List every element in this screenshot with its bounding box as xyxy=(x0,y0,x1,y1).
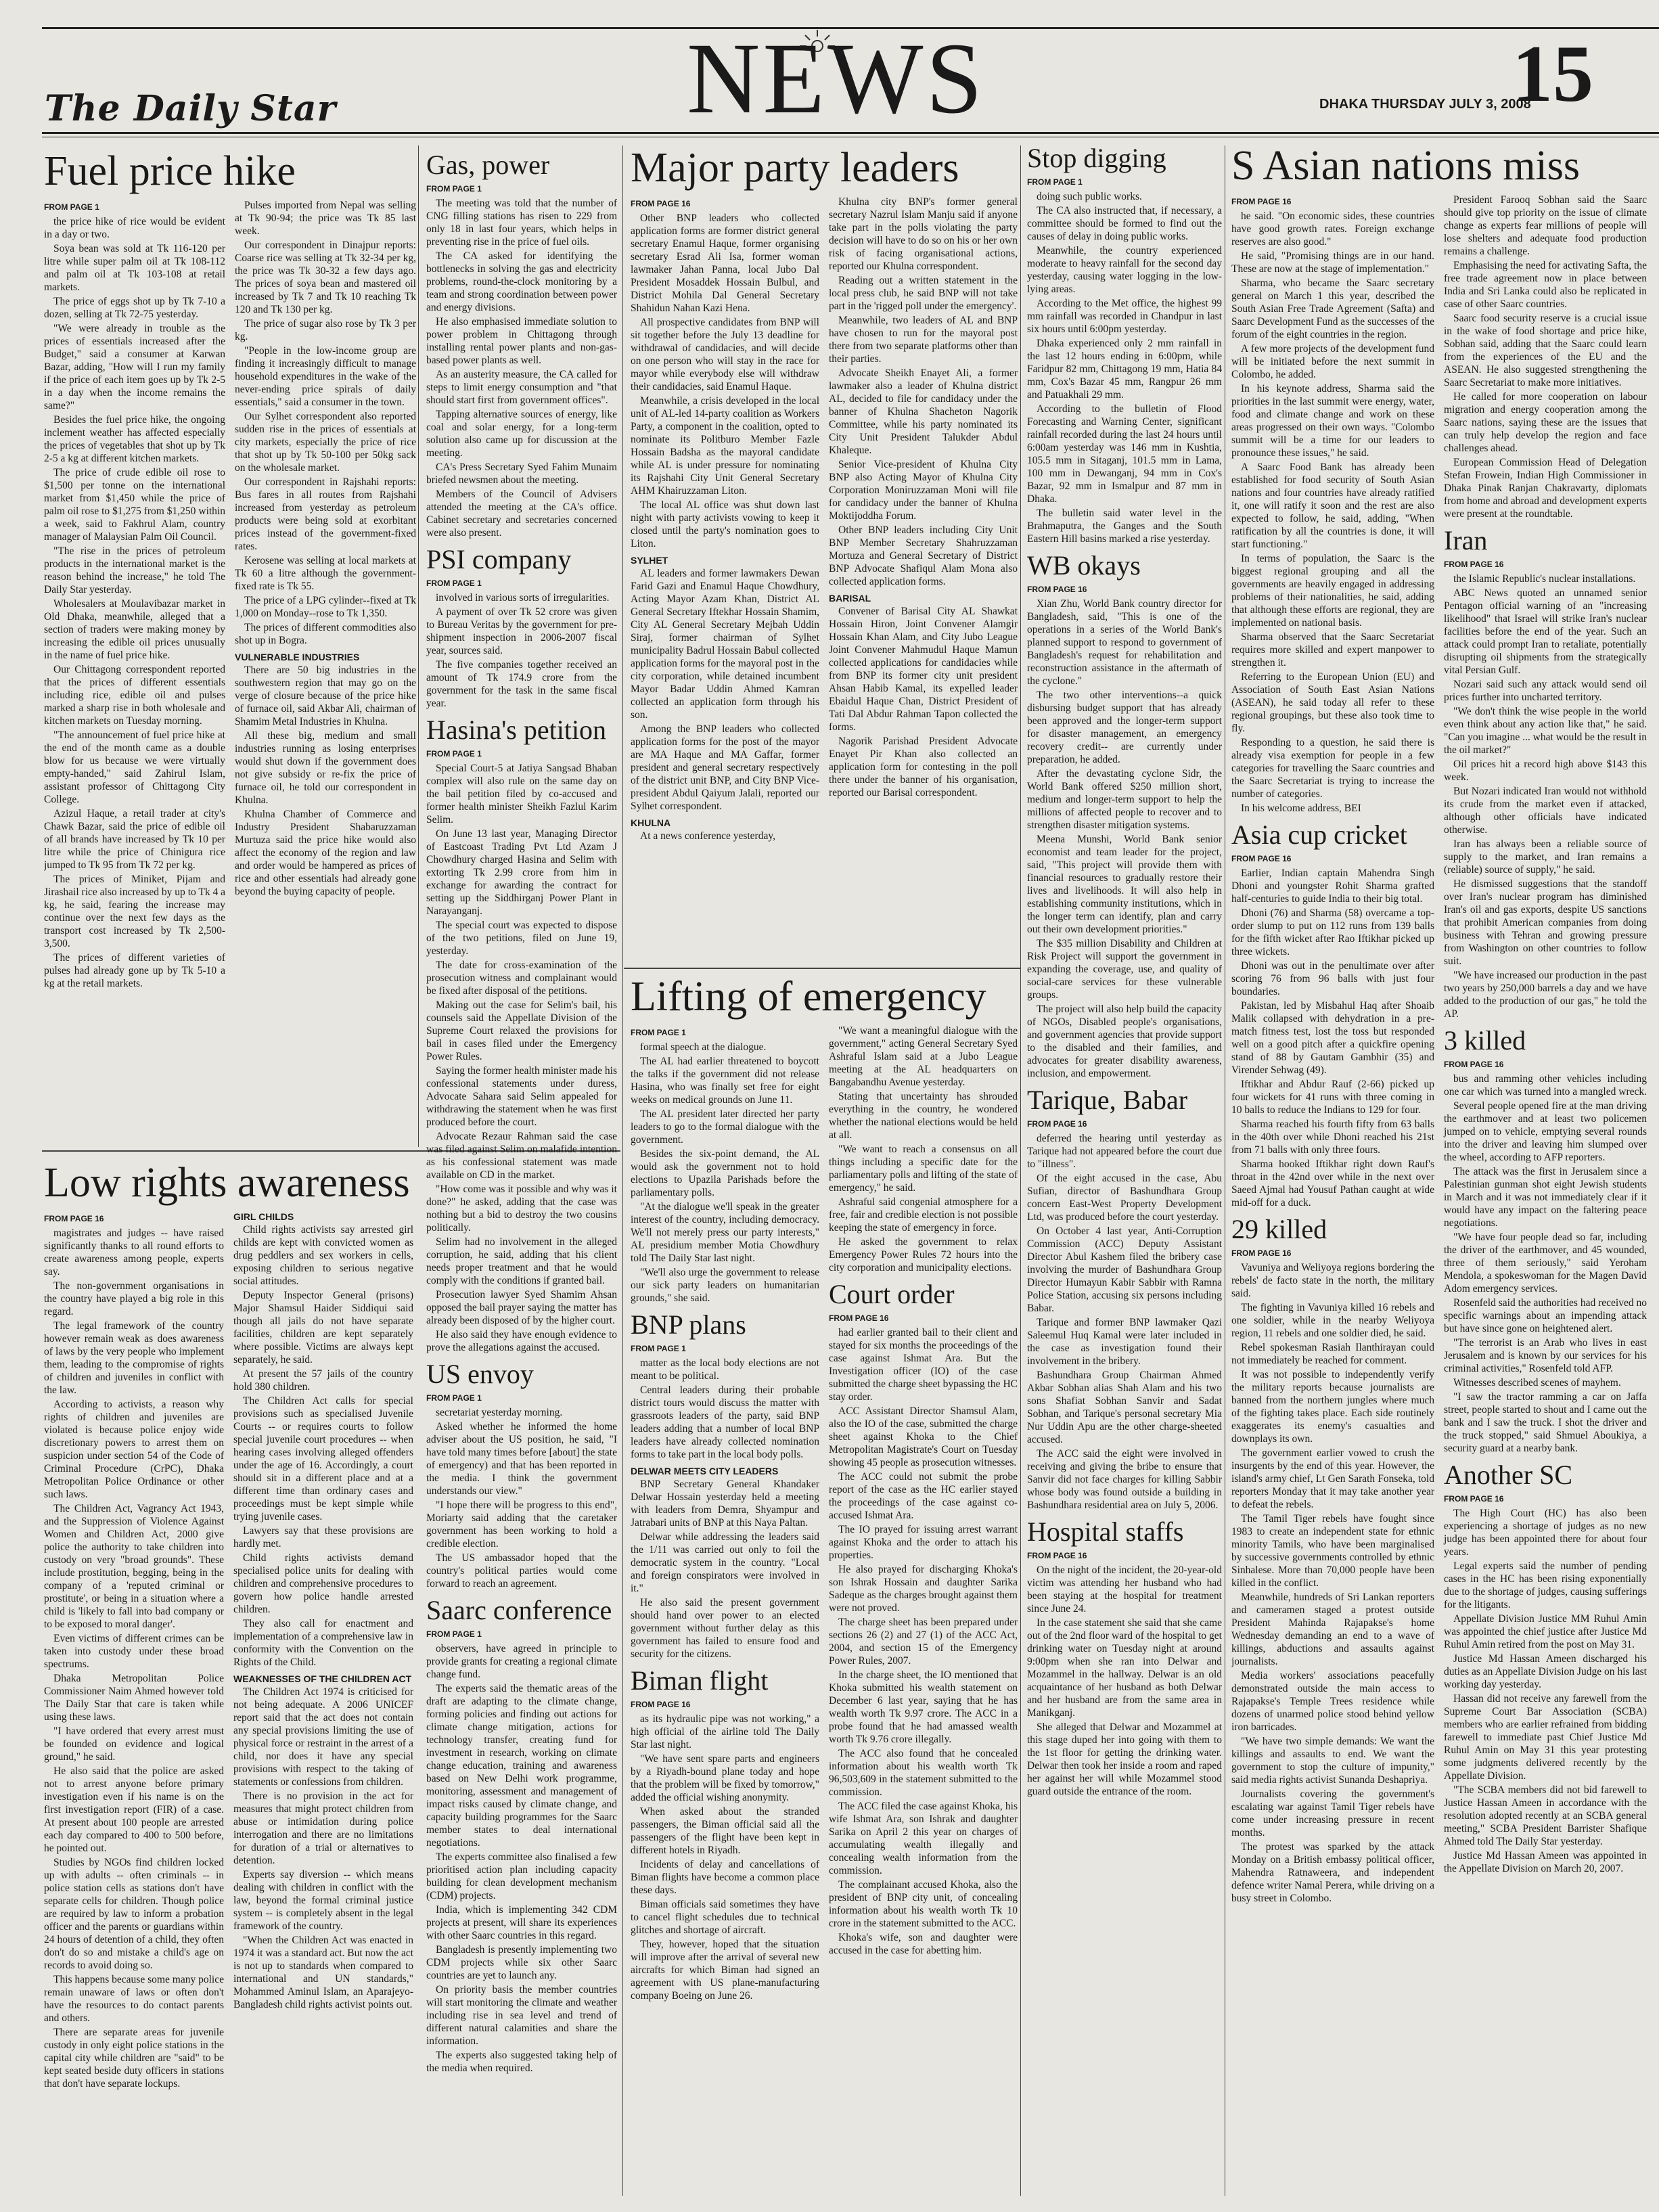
kicker: FROM PAGE 16 xyxy=(1231,854,1292,863)
paragraph: Special Court-5 at Jatiya Sangsad Bhaban complex will also rule on the same day on the bail petition filed by co-accused and former health minister Sheikh Fazlul Karim Selim. xyxy=(426,763,617,826)
paragraph: observers, have agreed in principle to provide grants for creating a regional climate change fund. xyxy=(426,1643,617,1680)
article-column xyxy=(44,199,225,991)
paragraph: the Islamic Republic's nuclear installations. xyxy=(1453,573,1636,585)
paragraph: Central leaders during their probable district tours would discuss the matter with grassroots leaders of the party, said BNP leaders adding that a number of local BNP leaders have already collected nomination forms to take part in the local body polls. xyxy=(631,1384,819,1460)
paragraph: The CA asked for identifying the bottlenecks in solving the gas and electricity problems, round-the-clock monitoring by a team and strong coordination between power and energy divisions. xyxy=(426,250,617,313)
paragraph: Nozari said such any attack would send oil prices further into uncharted territory. xyxy=(1444,679,1647,703)
paragraph: formal speech at the dialogue. xyxy=(640,1041,767,1053)
headline: Fuel price hike xyxy=(44,149,296,194)
paragraph: As an austerity measure, the CA called for steps to limit energy consumption and "that should start first from government offices". xyxy=(426,369,617,406)
paragraph: The Tamil Tiger rebels have fought since 1983 to create an independent state for ethnic minority Tamils, who have been marginalised by successive governments controlled by ethnic Sinhalese. More than 70,000 people have been killed in the conflict. xyxy=(1231,1513,1434,1589)
paragraph: Vavuniya and Weliyoya regions bordering the rebels' de facto state in the north, the military said. xyxy=(1231,1262,1434,1299)
paragraph: On October 4 last year, Anti-Corruption Commission (ACC) Deputy Assistant Director Abul Kashem filed the bribery case involving the murder of Bashundhara Group Director Humayun Kabir Sabbir with Ramna Police Station, accusing six persons including Babar. xyxy=(1027,1225,1222,1314)
paragraph: Legal experts said the number of pending cases in the HC has been rising exponentially due to the shortage of judges, causing sufferings for the litigants. xyxy=(1444,1560,1647,1610)
paragraph: The experts also suggested taking help of the media when required. xyxy=(426,2050,617,2074)
kicker: FROM PAGE 1 xyxy=(631,1344,686,1353)
kicker: FROM PAGE 16 xyxy=(1444,560,1504,569)
paragraph: Delwar while addressing the leaders said the 1/11 was carried out only to foil the democratic system in the country. "Local and foreign conspirators were involved in it." xyxy=(631,1531,819,1594)
paragraph: He also said the present government should hand over power to an elected government without further delay as this government has failed to ensure food and security for the citizens. xyxy=(631,1597,819,1660)
paragraph: "We want to reach a consensus on all things including a specific date for the parliamentary polls and lifting of the state of emergency," he said. xyxy=(829,1144,1018,1194)
column-briefs xyxy=(1027,143,1222,2194)
paragraph: Rosenfeld said the authorities had received no specific warnings about an impending attack but have since gone on heightened alert. xyxy=(1444,1297,1647,1334)
paragraph: He asked the government to relax Emergency Power Rules 72 hours into the city corporation and municipality elections. xyxy=(829,1236,1018,1273)
article-column xyxy=(631,196,819,844)
column-rule xyxy=(418,145,419,1147)
paragraph: Deputy Inspector General (prisons) Major Shamsul Haider Siddiqui said though all jails do not have separate facilities, children are kept separately where possible. Victims are always kept separately, he said. xyxy=(233,1290,413,1365)
paragraph: Stating that uncertainty has shrouded everything in the country, he wondered whether the national elections would be held at all. xyxy=(829,1091,1018,1141)
article-column xyxy=(235,199,416,991)
paragraph: The price of eggs shot up by Tk 7-10 a dozen, selling at Tk 72-75 yesterday. xyxy=(44,296,225,320)
kicker: FROM PAGE 16 xyxy=(1231,197,1292,206)
paragraph: BNP Secretary General Khandaker Delwar Hossain yesterday held a meeting with leaders from Demra, Shyampur and Jatrabari units of BNP at this Naya Paltan. xyxy=(631,1479,819,1529)
paragraph: Khulna city BNP's former general secretary Nazrul Islam Manju said if anyone take part in the polls violating the party decision will have to do so on his or her own risk of facing organisational actions, reported our Khulna correspondent. xyxy=(829,196,1018,272)
paragraph: Tapping alternative sources of energy, like coal and solar energy, for a long-term solution also came up for discussion at the meeting. xyxy=(426,409,617,459)
paragraph: involved in various sorts of irregularities. xyxy=(436,592,610,604)
paragraph: Emphasising the need for activating Safta, the free trade agreement now in place between India and Sri Lanka could also be replicated in case of other Saarc countries. xyxy=(1444,260,1647,310)
paragraph: On the night of the incident, the 20-year-old victim was attending her husband who had been staying at the hospital for treatment since June 24. xyxy=(1027,1564,1222,1615)
article-s-asian-nations-miss xyxy=(1231,143,1654,2194)
subhead: KHULNA xyxy=(631,817,671,828)
paragraph: Sharma, who became the Saarc secretary general on March 1 this year, described the South Asian Free Trade Agreement (Safta) and Saarc Development Fund as the successes of the forum of the eight countries in the region. xyxy=(1231,277,1435,340)
paragraph: The protest was sparked by the attack Monday on a British embassy political officer, Mahendra Ratnaweera, and independent defence writer Namal Perera, while driving on a busy street in Colombo. xyxy=(1231,1841,1434,1904)
masthead-logo: The Daily Star xyxy=(45,88,336,129)
page-number: 15 xyxy=(1512,28,1593,118)
paragraph: "The terrorist is an Arab who lives in east Jerusalem and is known by our services for his criminal activities," Rosenfeld told AFP. xyxy=(1444,1337,1647,1374)
paragraph: Wholesalers at Moulavibazar market in Old Dhaka, meanwhile, alleged that a section of traders were making money by increasing the edible oil prices unusually in the name of fuel price hike. xyxy=(44,598,225,661)
headline: Asia cup cricket xyxy=(1231,819,1407,850)
paragraph: "I saw the tractor ramming a car on Jaffa street, people started to shout and I came out the bank and I saw the truck. I shot the driver and the truck stopped," said Shmuel Aboukiya, a security guard at a nearby bank. xyxy=(1444,1391,1647,1454)
kicker: FROM PAGE 1 xyxy=(426,579,482,588)
paragraph: The two other interventions--a quick disbursing budget support that has already been approved and the longer-term support for disaster management, an emergency recovery credit-- are currently under preparation, he added. xyxy=(1027,690,1222,765)
paragraph: Sharma reached his fourth fifty from 63 balls in the 40th over while Dhoni reached his 21st from 71 balls with only three fours. xyxy=(1231,1119,1434,1156)
paragraph: Lawyers say that these provisions are hardly met. xyxy=(233,1525,413,1550)
paragraph: "The SCBA members did not bid farewell to Justice Hassan Ameen in accordance with the resolution adopted recently at an SCBA general meeting," SCBA President Barrister Shafique Ahmed told The Daily Star yesterday. xyxy=(1444,1784,1647,1847)
paragraph: Pakistan, led by Misbahul Haq after Shoaib Malik collapsed with dehydration in a pre-match fitness test, lost the toss but responded well on a good pitch after a quickfire opening stand of 88 by Gautam Gambhir (35) and Virender Sehwag (49). xyxy=(1231,1000,1434,1076)
paragraph: The $35 million Disability and Children at Risk Project will support the government in expanding the coverage, use, and quality of social-care services for these vulnerable groups. xyxy=(1027,938,1222,1001)
paragraph: In the case statement she said that she came out of the 2nd floor ward of the hospital to get drinking water on Tuesday night at around 9:00pm when she ran into Delwar and Mozammel in the hallway. Delwar is an old acquaintance of her husband as both Delwar and her husband are from the same area in Manikganj. xyxy=(1027,1617,1222,1719)
kicker: FROM PAGE 1 xyxy=(426,1629,482,1639)
paragraph: Incidents of delay and cancellations of Biman flights have become a common place these days. xyxy=(631,1859,819,1896)
paragraph: Convener of Barisal City AL Shawkat Hossain Hiron, Joint Convener Alamgir Hossain Khan Alam, and City Jubo League Joint Convener Mahmudul Haque Mamun collected applications for candidacies while from BNP its former city unit president Ahsan Habib Kamal, its expelled leader Ebaidul Haque Chan, District President of Tati Dal Abdur Rahman Tapon collected the forms. xyxy=(829,606,1018,733)
paragraph: as its hydraulic pipe was not working," a high official of the airline told The Daily Star last night. xyxy=(631,1713,819,1751)
headline: Court order xyxy=(829,1279,955,1309)
headline: Iran xyxy=(1444,525,1488,556)
headline: Stop digging xyxy=(1027,143,1166,173)
paragraph: Biman officials said sometimes they have to cancel flight schedules due to technical glitches and shortage of aircraft. xyxy=(631,1899,819,1936)
paragraph: India, which is implementing 342 CDM projects at present, will share its experiences with other Saarc countries in this regard. xyxy=(426,1904,617,1941)
kicker: FROM PAGE 1 xyxy=(44,202,99,212)
paragraph: Bashundhara Group Chairman Ahmed Akbar Sobhan alias Shah Alam and his two sons Shafiat Sobhan Sanvir and Sadat Sobhan, and Tarique's personal secretary Mia Nur Uddin Apu are the other charge-sheeted accused. xyxy=(1027,1370,1222,1445)
paragraph: Meena Munshi, World Bank senior economist and team leader for the project, said, "This project will provide them with financial resources to gradually restore their lives and livelihoods. It will also help in establishing community institutions, which in the longer term can identify, plan and carry out their own development priorities." xyxy=(1027,834,1222,935)
paragraph: All these big, medium and small industries running as losing enterprises would shut down if the government does not give subsidy or re-fix the price of furnace oil, he told our correspondent in Khulna. xyxy=(235,730,416,806)
kicker: FROM PAGE 16 xyxy=(1027,1119,1087,1129)
paragraph: "The announcement of fuel price hike at the end of the month came as a double blow for us because we were virtually empty-handed," said Zahirul Islam, assistant professor of Chittagong City College. xyxy=(44,729,225,805)
paragraph: The US ambassador hoped that the country's political parties would come forward to reach an agreement. xyxy=(426,1552,617,1589)
headline: WB okays xyxy=(1027,550,1141,581)
paragraph: The fighting in Vavuniya killed 16 rebels and one soldier, while in the nearby Weliyoya region, 11 rebels and one soldier died, he said. xyxy=(1231,1302,1434,1339)
article-lifting-of-emergency xyxy=(631,974,1018,2196)
paragraph: The CA also instructed that, if necessary, a committee should be formed to find out the causes of delay in doing public works. xyxy=(1027,205,1222,242)
article-fuel-price-hike xyxy=(44,149,416,1144)
paragraph: "We have increased our production in the past two years by 250,000 barrels a day and we have added to the production of our gas," he told the AP. xyxy=(1444,970,1647,1020)
subhead: DELWAR MEETS CITY LEADERS xyxy=(631,1466,779,1476)
paragraph: He also said they have enough evidence to prove the allegations against the accused. xyxy=(426,1329,617,1353)
paragraph: The Children Act, Vagrancy Act 1943, and the Suppression of Violence Against Women and Children Act, 2000 give police the authority to take children into custody on very "broad grounds". These include prostitution, begging, being in the company of a 'reputed criminal or prostitute', or being in a situation where a child is 'likely to fall into bad company or to be exposed to moral danger'. xyxy=(44,1503,224,1630)
paragraph: The experts said the thematic areas of the draft are adapting to the climate change, forming policies and finding out actions for climate change mitigation, actions for technology transfer, creating fund for investment in research, working on climate change education, training and awareness based on New Delhi work programme, monitoring, assessment and management of impact risks caused by climate change, and capacity building programmes for the Saarc member states to deal international negotiations. xyxy=(426,1683,617,1849)
paragraph: The ACC said the eight were involved in receiving and giving the bribe to ensure that Sanvir did not face charges for killing Sabbir whose body was found outside a building in Bashundhara residential area on July 5, 2006. xyxy=(1027,1448,1222,1511)
paragraph: Nagorik Parishad President Advocate Enayet Pir Khan also collected an application form for contesting in the poll there under the banner of his organisation, reported our Barisal correspondent. xyxy=(829,736,1018,798)
paragraph: The price of crude edible oil rose to $1,500 per tonne on the international market from $1,450 while the price of palm oil rose to $1,275 from $1,250 within a week, said to Fakhrul Alam, country manager of Malaysian Palm Oil Council. xyxy=(44,467,225,543)
paragraph: Saying the former health minister made his confessional statements under duress, Advocate Sahara said Selim appealed for withdrawing the statement when he was first produced before the court. xyxy=(426,1065,617,1128)
paragraph: Advocate Rezaur Rahman said the case was filed against Selim on malafide intention as his confessional statement was made available on CD in the market. xyxy=(426,1131,617,1181)
paragraph: The prices of different commodities also shot up in Bogra. xyxy=(235,622,416,646)
paragraph: Reading out a written statement in the local press club, he said BNP will not take part in the 'rigged poll under the emergency'. xyxy=(829,275,1018,312)
paragraph: matter as the local body elections are not meant to be political. xyxy=(631,1357,819,1382)
column-rule xyxy=(1020,145,1021,2196)
paragraph: Advocate Sheikh Enayet Ali, a former lawmaker also a leader of Khulna district AL, decided to file for candidacy under the banner of Khulna Shacheton Nagorik Committee, while his party nominated its City Unit President Talukder Abdul Khaleque. xyxy=(829,367,1018,456)
headline: 3 killed xyxy=(1444,1025,1526,1056)
headline: Saarc conference xyxy=(426,1595,612,1625)
paragraph: Meanwhile, two leaders of AL and BNP have chosen to run for the mayoral post there from two separate platforms other than their parties. xyxy=(829,315,1018,365)
paragraph: Pulses imported from Nepal was selling at Tk 90-94; the price was Tk 85 last week. xyxy=(235,200,416,237)
article-column xyxy=(233,1211,413,2092)
headline: Another SC xyxy=(1444,1460,1572,1490)
article-column xyxy=(44,1211,224,2092)
headline: Lifting of emergency xyxy=(631,974,986,1020)
paragraph: Kerosene was selling at local markets at Tk 60 a litre although the government-fixed rate is Tk 55. xyxy=(235,555,416,592)
paragraph: Sharma observed that the Saarc Secretariat requires more skilled and expert manpower to strengthen it. xyxy=(1231,631,1434,669)
paragraph: Child rights activists demand specialised police units for dealing with children and comprehensive procedures to govern how police handle arrested children. xyxy=(233,1552,413,1615)
paragraph: He also prayed for discharging Khoka's son Ishrak Hossain and daughter Sarika Sadeque as the charges brought against them were not proved. xyxy=(829,1564,1018,1614)
paragraph: "People in the low-income group are finding it increasingly difficult to manage household expenditures in the wake of the never-ending price spirals of daily essentials," said a consumer in the town. xyxy=(235,345,416,408)
paragraph: It was not possible to independently verify the military reports because journalists are banned from the northern jungles where much of the fighting takes place. Each side routinely exaggerates its enemy's casualties and downplays its own. xyxy=(1231,1369,1434,1445)
column-rule xyxy=(622,145,623,2196)
paragraph: the price hike of rice would be evident in a day or two. xyxy=(44,216,225,240)
paragraph: The IO prayed for issuing arrest warrant against Khoka and the order to attach his properties. xyxy=(829,1524,1018,1561)
paragraph: The AL president later directed her party leaders to go to the formal dialogue with the government. xyxy=(631,1108,819,1146)
paragraph: The meeting was told that the number of CNG filling stations has risen to 229 from only 18 in last four years, which helps in preventing rise in the price of fuel oils. xyxy=(426,198,617,248)
article-column xyxy=(1444,194,1647,1906)
headline: Hasina's petition xyxy=(426,715,607,745)
article-column xyxy=(1231,194,1434,1906)
paragraph: Our Sylhet correspondent also reported sudden rise in the prices of essentials at city markets, especially the price of rice that shot up by Tk 50-100 per 50kg sack on the wholesale market. xyxy=(235,411,416,474)
paragraph: Journalists covering the government's escalating war against Tamil Tiger rebels have come under increasing pressure in recent months. xyxy=(1231,1788,1434,1838)
paragraph: "We have four people dead so far, including the driver of the earthmover, and 45 wounded, three of them seriously," said Yeroham Mendola, a spokeswoman for the Magen David Adom emergency services. xyxy=(1444,1232,1647,1294)
paragraph: The special court was expected to dispose of the two petitions, filed on June 19, yesterday. xyxy=(426,920,617,957)
paragraph: The prices of Miniket, Pijam and Jirashail rice also increased by up to Tk 4 a kg, he said, fearing the increase may continue over the next few days as the transport cost increased by Tk 2,500-3,500. xyxy=(44,874,225,949)
paragraph: Other BNP leaders who collected application forms are former district general secretary Enamul Haque, former organising secretary Esrad Ali Isa, former woman lawmaker Jahan Panna, local Jubo Dal President Mosaddek Hossain Bulbul, and District Mohila Dal General Secretary Shahidun Nahan Kazi Hena. xyxy=(631,212,819,314)
kicker: FROM PAGE 1 xyxy=(1027,177,1083,187)
kicker: FROM PAGE 1 xyxy=(631,1028,686,1037)
paragraph: This happens because some many police remain unaware of laws or often don't have the resources to do contact parents and others. xyxy=(44,1974,224,2024)
paragraph: "We have two simple demands: We want the killings and assaults to end. We want the government to stop the culture of impunity," said media rights activist Sunanda Deshapriya. xyxy=(1231,1736,1434,1786)
paragraph: Experts say diversion -- which means dealing with children in conflict with the law, beyond the formal criminal justice system -- is completely absent in the legal framework of the country. xyxy=(233,1869,413,1932)
paragraph: Besides the fuel price hike, the ongoing inclement weather has affected especially the prices of vegetables that shot up by Tk 2-5 a kg at different kitchen markets. xyxy=(44,414,225,464)
paragraph: On June 13 last year, Managing Director of Eastcoast Trading Pvt Ltd Azam J Chowdhury charged Hasina and Selim with extorting Tk 2.99 crore from him in exchange for awarding the contract for setting up the Siddhirganj Power Plant in Narayanganj. xyxy=(426,828,617,917)
paragraph: Dhoni was out in the penultimate over after scoring 76 from 96 balls with just four boundaries. xyxy=(1231,960,1434,997)
paragraph: Besides the six-point demand, the AL would ask the government not to hold elections to Upazila Parishads before the parliamentary polls. xyxy=(631,1148,819,1198)
headline: 29 killed xyxy=(1231,1214,1327,1244)
kicker: FROM PAGE 16 xyxy=(44,1214,104,1223)
paragraph: "At the dialogue we'll speak in the greater interest of the country, including democracy. We'll not merely press our party interests," AL presidium member Motia Chowdhury told The Daily Star last night. xyxy=(631,1201,819,1264)
kicker: FROM PAGE 16 xyxy=(1027,1551,1087,1560)
paragraph: She alleged that Delwar and Mozammel at this stage duped her into going with them to the 1st floor for getting the drinking water. Delwar then took her inside a room and raped her against her will while Mozammel stood guard outside the entrance of the room. xyxy=(1027,1721,1222,1797)
paragraph: President Farooq Sobhan said the Saarc should give top priority on the issue of climate change as experts fear millions of people will lose shelters and adequate food production remains a challenge. xyxy=(1444,194,1647,257)
paragraph: ACC Assistant Director Shamsul Alam, also the IO of the case, submitted the charge sheet against Khoka to the Chief Metropolitan Magistrate's Court on Tuesday showing 45 people as prosecution witnesses. xyxy=(829,1405,1018,1468)
paragraph: After the devastating cyclone Sidr, the World Bank offered $250 million short, medium and longer-term support to help the millions of affected people to recover and to strengthen disaster mitigation systems. xyxy=(1027,768,1222,831)
paragraph: The non-government organisations in the country have played a big role in this regard. xyxy=(44,1280,224,1317)
paragraph: The price of a LPG cylinder--fixed at Tk 1,000 on Monday--rose to Tk 1,350. xyxy=(235,595,416,619)
paragraph: They, however, hoped that the situation will improve after the arrival of several new aircrafts for which Biman had signed an agreement with US plane-manufacturing company Boeing on June 26. xyxy=(631,1939,819,2002)
paragraph: Rebel spokesman Rasiah Ilanthirayan could not immediately be reached for comment. xyxy=(1231,1342,1434,1366)
subhead: SYLHET xyxy=(631,555,668,566)
paragraph: Making out the case for Selim's bail, his counsels said the Appellate Division of the Supreme Court relaxed the provisions for bail in cases filed under the Emergency Power Rules. xyxy=(426,999,617,1062)
paragraph: The prices of different varieties of pulses had already gone up by Tk 5-10 a kg at the retail markets. xyxy=(44,952,225,989)
paragraph: AL leaders and former lawmakers Dewan Farid Gazi and Enamul Haque Chowdhury, Acting Mayor Azam Khan, District AL General Secretary Iftekhar Hossain Shamim, City AL General Secretary Mejbah Uddin Siraj, former chairman of Sylhet municipality Badrul Hossain Babul collected application forms for the mayoral post in the city corporation, while detained incumbent Mayor Badar Uddin Ahmed Kamran collected an application form through his son. xyxy=(631,568,819,721)
paragraph: A few more projects of the development fund will be initiated before the next summit in Colombo, he added. xyxy=(1231,343,1434,380)
paragraph: The price of sugar also rose by Tk 3 per kg. xyxy=(235,318,416,342)
article-column xyxy=(631,1024,819,2004)
kicker: FROM PAGE 16 xyxy=(631,1700,691,1709)
paragraph: ABC News quoted an unnamed senior Pentagon official warning of an "increasing likelihood" that Israel will strike Iran's nuclear facilities before the end of the year. Such an attack could prompt Iran to retaliate, potentially disrupting oil shipments from the strategically vital Persian Gulf. xyxy=(1444,587,1647,676)
kicker: FROM PAGE 1 xyxy=(426,749,482,759)
paragraph: Dhoni (76) and Sharma (58) overcame a top-order slump to put on 112 runs from 139 balls for the fifth wicket after Rao Iftikhar picked up three wickets. xyxy=(1231,907,1434,957)
paragraph: Senior Vice-president of Khulna City BNP also Acting Mayor of Khulna City Corporation Moniruzzaman Moni will file for candidacy under the banner of Khulna Moktijoddha Forum. xyxy=(829,459,1018,522)
section-rule xyxy=(624,968,1020,969)
paragraph: Justice Md Hassan Ameen discharged his duties as an Appellate Division Judge on his last working day yesterday. xyxy=(1444,1653,1647,1690)
paragraph: CA's Press Secretary Syed Fahim Munaim briefed newsmen about the meeting. xyxy=(426,461,617,486)
paragraph: magistrates and judges -- have raised significantly thanks to all round efforts to create awareness among people, experts say. xyxy=(44,1227,224,1278)
paragraph: According to activists, a reason why rights of children and juveniles are violated is because police enjoy wide discretionary powers to arrest them on suspicion under section 54 of the Code of Criminal Procedure (CrPC), Dhaka Metropolitan Police Ordinance or other such laws. xyxy=(44,1399,224,1500)
paragraph: Appellate Division Justice MM Ruhul Amin was appointed the chief justice after Justice Md Ruhul Amin retired from the post on May 31. xyxy=(1444,1613,1647,1650)
paragraph: The ACC filed the case against Khoka, his wife Ishmat Ara, son Ishrak and daughter Sarika on April 2 this year on charges of accumulating wealth illegally and concealing wealth information from the commission. xyxy=(829,1801,1018,1876)
paragraph: The local AL office was shut down last night with party activists vowing to keep it closed until the party's nomination goes to Liton. xyxy=(631,499,819,549)
paragraph: The experts committee also finalised a few prioritised action plan including capacity building for clean development mechanism (CDM) projects. xyxy=(426,1851,617,1901)
paragraph: In the charge sheet, the IO mentioned that Khoka submitted his wealth statement on December 6 last year, saying that he has wealth worth Tk 9.97 crore. The ACC in a probe found that he had amassed wealth worth Tk 9.76 crore illegally. xyxy=(829,1669,1018,1745)
paragraph: The complainant accused Khoka, also the president of BNP city unit, of concealing information about his wealth worth Tk 10 crore in the statement submitted to the ACC. xyxy=(829,1879,1018,1929)
kicker: FROM PAGE 1 xyxy=(426,1393,482,1403)
paragraph: There are separate areas for juvenile custody in only eight police stations in the capital city while children are "said" to be kept seated beside duty officers in stations that don't have separate lockups. xyxy=(44,2027,224,2090)
paragraph: Asked whether he informed the home adviser about the US position, he said, "I have told many times before [about] the state of emergency) and that has been reported in the media. I think the government understands our view." xyxy=(426,1421,617,1497)
paragraph: "We don't think the wise people in the world even think about any action like that," he said. "Can you imagine ... what would be the result in the oil market?" xyxy=(1444,706,1647,756)
article-low-rights-awareness xyxy=(44,1160,619,2196)
paragraph: Khoka's wife, son and daughter were accused in the case for abetting him. xyxy=(829,1932,1018,1956)
paragraph: Justice Md Hassan Ameen was appointed in the Appellate Division on March 20, 2007. xyxy=(1444,1850,1647,1874)
paragraph: Members of the Council of Advisers attended the meeting at the CA's office. Cabinet secretary and secretaries concerned were also present. xyxy=(426,489,617,539)
paragraph: The government earlier vowed to crush the insurgents by the end of this year. However, the island's army chief, Lt Gen Sarath Fonseka, told reporters Monday that it may take another year to defeat the rebels. xyxy=(1231,1447,1434,1510)
headline: S Asian nations miss xyxy=(1231,143,1581,189)
paragraph: The Children Act 1974 is criticised for not being adequate. A 2006 UNICEF report said that the act does not contain any special provisions limiting the use of physical force or restraint in the arrest of a child, nor does it have any special provisions with respect to the taking of statements or confessions from children. xyxy=(233,1686,413,1788)
paragraph: They also call for enactment and implementation of a comprehensive law in conformity with the Convention on the Rights of the Child. xyxy=(233,1618,413,1668)
article-major-party-leaders xyxy=(631,145,1018,964)
paragraph: The five companies together received an amount of Tk 174.9 crore from the government for the task in the same fiscal year. xyxy=(426,659,617,709)
paragraph: Oil prices hit a record high above $143 this week. xyxy=(1444,759,1647,783)
paragraph: Bangladesh is presently implementing two CDM projects while six other Saarc countries are yet to launch any. xyxy=(426,1944,617,1981)
paragraph: But Nozari indicated Iran would not withhold its crude from the market even if attacked, although other officials have indicated otherwise. xyxy=(1444,786,1647,836)
paragraph: On priority basis the member countries will start monitoring the climate and weather including rise in sea level and trend of different natural calamities and share the information. xyxy=(426,1984,617,2047)
paragraph: The High Court (HC) has also been experiencing a shortage of judges as no new judge has been appointed there for about four years. xyxy=(1444,1508,1647,1558)
subhead: WEAKNESSES OF THE CHILDREN ACT xyxy=(233,1673,412,1684)
paragraph: secretariat yesterday morning. xyxy=(436,1407,563,1418)
paragraph: The attack was the first in Jerusalem since a Palestinian gunman shot eight Jewish students in March and it was not immediately clear if it would have any impact on the faltering peace negotiations. xyxy=(1444,1166,1647,1229)
subhead: VULNERABLE INDUSTRIES xyxy=(235,652,360,662)
paragraph: He also emphasised immediate solution to power problem in Chittagong through installing rental power plants and non-gas-based power plants as well. xyxy=(426,316,617,366)
paragraph: "We'll also urge the government to release our sick party leaders on humanitarian grounds," she said. xyxy=(631,1267,819,1304)
subhead: GIRL CHILDS xyxy=(233,1211,294,1222)
masthead-rule xyxy=(42,132,1659,134)
kicker: FROM PAGE 16 xyxy=(1231,1248,1292,1258)
paragraph: Referring to the European Union (EU) and Association of South East Asian Nations (ASEAN), he said today all refer to these regional groupings, but these also took time to fly. xyxy=(1231,671,1434,734)
headline: Biman flight xyxy=(631,1665,769,1696)
headline: BNP plans xyxy=(631,1309,746,1340)
paragraph: At a news conference yesterday, xyxy=(640,830,775,842)
article-column xyxy=(829,1024,1018,2004)
paragraph: Tarique and former BNP lawmaker Qazi Saleemul Huq Kamal were later included in the case as investigation found their involvement in the bribery. xyxy=(1027,1317,1222,1367)
paragraph: A payment of over Tk 52 crore was given to Bureau Veritas by the government for pre-shipment inspection in 2006-2007 fiscal year, sources said. xyxy=(426,606,617,656)
paragraph: Iran has always been a reliable source of supply to the market, and Iran remains a (reliable) source of supply," he said. xyxy=(1444,838,1647,876)
paragraph: The legal framework of the country however remain weak as does awareness of laws by the very people who implement them, leading to the compromise of rights of children and juveniles in conflict with the law. xyxy=(44,1320,224,1396)
kicker: FROM PAGE 16 xyxy=(631,199,691,208)
paragraph: "We have sent spare parts and engineers by a Riyadh-bound plane today and hope that the problem will be fixed by tomorrow," added the official wishing anonymity. xyxy=(631,1753,819,1803)
paragraph: The charge sheet has been prepared under sections 26 (2) and 27 (1) of the ACC Act, 2004, and section 15 of the Emergency Power Rules, 2007. xyxy=(829,1617,1018,1667)
paragraph: deferred the hearing until yesterday as Tarique had not appeared before the court due to "illness". xyxy=(1027,1133,1222,1170)
paragraph: There are 50 big industries in the southwestern region that may go on the verge of closure because of the price hike of furnace oil, said Akbar Ali, chairman of Shamim Metal Industries in Khulna. xyxy=(235,664,416,727)
paragraph: Several people opened fire at the man driving the earthmover and at least two policemen jumped on to vehicle, emptying several rounds into the driver and leaving him slumped over the wheel, according to AFP reporters. xyxy=(1444,1100,1647,1163)
paragraph: Witnesses described scenes of mayhem. xyxy=(1453,1377,1621,1389)
paragraph: "I hope there will be progress to this end", Moriarty said adding that the caretaker government has been working to hold a credible election. xyxy=(426,1499,617,1550)
paragraph: He dismissed suggestions that the standoff over Iran's nuclear program has diminished Iran's oil and gas exports, despite US sanctions that prohibit American companies from doing business with Tehran and growing pressure from Washington on other countries to follow suit. xyxy=(1444,878,1647,967)
paragraph: Earlier, Indian captain Mahendra Singh Dhoni and youngster Rohit Sharma grafted half-centuries to guide India to their big total. xyxy=(1231,867,1434,905)
headline: Tarique, Babar xyxy=(1027,1085,1188,1115)
paragraph: Khulna Chamber of Commerce and Industry President Shabaruzzaman Murtuza said the price hike would also affect the economy of the region and law and order would be hampered as prices of rice and other essentials had already gone beyond the buying capacity of people. xyxy=(235,809,416,897)
paragraph: Our correspondent in Dinajpur reports: Coarse rice was selling at Tk 32-34 per kg, the price was Tk 30-32 a few days ago. The prices of soya bean and mastered oil increased by Tk 7 and Tk 10 reaching Tk 120 and Tk 130 per kg. xyxy=(235,240,416,315)
paragraph: Among the BNP leaders who collected application forms for the post of the mayor are MA Haque and MA Gaffar, former president and general secretary respectively of the district unit BNP, and City BNP Vice-president Abdul Qaiyum Jalali, reported our Sylhet correspondent. xyxy=(631,723,819,812)
kicker: FROM PAGE 16 xyxy=(1027,585,1087,594)
paragraph: Our correspondent in Rajshahi reports: Bus fares in all routes from Rajshahi increased from yesterday as petroleum products were being sold at exorbitant prices instead of the government-fixed rates. xyxy=(235,476,416,552)
paragraph: The ACC could not submit the probe report of the case as the HC earlier stayed the proceedings of the case against co-accused Ishmat Ara. xyxy=(829,1471,1018,1521)
paragraph: Prosecution lawyer Syed Shamim Ahsan opposed the bail prayer saying the matter has already been disposed of by the higher court. xyxy=(426,1289,617,1326)
kicker: FROM PAGE 16 xyxy=(829,1313,889,1323)
paragraph: Meanwhile, the country experienced moderate to heavy rainfall for the second day yesterday, causing water logging in the low-lying areas. xyxy=(1027,245,1222,295)
paragraph: "We were already in trouble as the prices of essentials increased after the Budget," said a consumer at Karwan Bazar, adding, "How will I run my family if the price of each item goes up by Tk 2-5 in a day when the income remains the same?" xyxy=(44,323,225,411)
paragraph: Azizul Haque, a retail trader at city's Chawk Bazar, said the price of edible oil of all brands have increased by Tk 10 per litre while the price of Chinigura rice jumped to Tk 95 from Tk 72 per kg. xyxy=(44,808,225,871)
paragraph: Ashraful said congenial atmosphere for a free, fair and credible election is not possible keeping the state of emergency in force. xyxy=(829,1196,1018,1234)
paragraph: Xian Zhu, World Bank country director for Bangladesh, said, "This is one of the operations in a series of the World Bank's planned support to respond to government of Bangladesh's request for rehabilitation and reconstruction assistance in the aftermath of the cyclone." xyxy=(1027,598,1222,687)
subhead: BARISAL xyxy=(829,593,871,604)
paragraph: Meanwhile, a crisis developed in the local unit of AL-led 14-party coalition as Workers Party, a component in the coalition, opted to nominate its Politburo Member Fazle Hossain Badsha as the mayoral candidate while AL is under pressure for nominating its Rajshahi City Unit General Secretary AHM Khairuzzaman Liton. xyxy=(631,395,819,497)
paragraph: He called for more cooperation on labour migration and energy cooperation among the Saarc nations, saying these are the issues that can truly help develop the region and face challenges ahead. xyxy=(1444,391,1647,454)
paragraph: Iftikhar and Abdur Rauf (2-66) picked up four wickets for 41 runs with three coming in 10 balls to reduce the Indians to 129 for four. xyxy=(1231,1079,1434,1116)
paragraph: Sharma hooked Iftikhar right down Rauf's throat in the 42nd over while in the next over Saeed Ajmal had Yousuf Pathan caught at wide mid-off for a duck. xyxy=(1231,1158,1434,1209)
paragraph: There is no provision in the act for measures that might protect children from abuse or intimidation during police interrogation and there are no limitations for duration of a trial or alternatives to detention. xyxy=(233,1790,413,1866)
paragraph: The ACC also found that he concealed information about his wealth worth Tk 96,503,609 in the statement submitted to the commission. xyxy=(829,1748,1018,1798)
paragraph: had earlier granted bail to their client and stayed for six months the proceedings of the case against Ishmat Ara. But the Investigation officer (IO) of the case submitted the charge sheet bypassing the HC stay order. xyxy=(829,1327,1018,1403)
paragraph: Child rights activists say arrested girl childs are kept with convicted women as drug peddlers and sex workers in cells, exposing children to serious negative social attitudes. xyxy=(233,1224,413,1287)
paragraph: "We want a meaningful dialogue with the government," acting General Secretary Syed Ashraful Islam said at a Jubo League meeting at the AL headquarters on Bangabandhu Avenue yesterday. xyxy=(829,1025,1018,1088)
paragraph: According to the bulletin of Flood Forecasting and Warning Center, significant rainfall recorded during the last 24 hours until 6:00am yesterday was 146 mm in Kushtia, 105.5 mm in Sitaganj, 101.5 mm in Lama, 100 mm in Dewanganj, 94 mm in Cox's Bazar, 92 mm in Ismalpur and 87 mm in Dhaka. xyxy=(1027,403,1222,505)
paragraph: Of the eight accused in the case, Abu Sufian, director of Bashundhara Group concern East-West Property Development Ltd, was produced before the court yesterday. xyxy=(1027,1173,1222,1223)
paragraph: "How come was it possible and why was it done?" he asked, adding that the case was nothing but a bid to destroy the two cousins politically. xyxy=(426,1183,617,1234)
paragraph: In terms of population, the Saarc is the biggest regional grouping and all the governments are heavily engaged in addressing problems of their nationalities, he said, adding that although these efforts are regional, they are implemented on national basis. xyxy=(1231,553,1434,629)
paragraph: Dhaka experienced only 2 mm rainfall in the last 12 hours ending in 6:00pm, while Faridpur 82 mm, Chittagong 19 mm, Hatia 84 mm, Cox's Bazar 45 mm, Rangpur 26 mm and Patuakhali 29 mm. xyxy=(1027,338,1222,401)
paragraph: he said. "On economic sides, these countries have good growth rates. Foreign exchange reserves are also good." xyxy=(1231,210,1434,248)
paragraph: European Commission Head of Delegation Stefan Frowein, Indian High Commissioner in Dhaka Pinak Ranjan Chakravarty, diplomats from home and abroad and development experts were present at the roundtable. xyxy=(1444,457,1647,520)
paragraph: According to the Met office, the highest 99 mm rainfall was recorded in Chandpur in last six hours until 6:00pm yesterday. xyxy=(1027,298,1222,335)
headline: PSI company xyxy=(426,544,572,574)
paragraph: When asked about the stranded passengers, the Biman official said all the passengers of the flight have been kept in different hotels in Riyadh. xyxy=(631,1806,819,1856)
article-column xyxy=(829,196,1018,844)
paragraph: The date for cross-examination of the prosecution witness and complainant would be fixed after disposal of the petitions. xyxy=(426,960,617,997)
paragraph: Our Chittagong correspondent reported that the prices of different essentials including rice, edible oil and pulses marked a sharp rise in both wholesale and kitchen markets on Tuesday morning. xyxy=(44,664,225,727)
dateline: DHAKA THURSDAY JULY 3, 2008 xyxy=(1319,97,1531,112)
paragraph: "I have ordered that every arrest must be founded on evidence and logical ground," he said. xyxy=(44,1725,224,1763)
paragraph: Selim had no involvement in the alleged corruption, he said, adding that his client needs proper treatment and that he would comply with the conditions if granted bail. xyxy=(426,1236,617,1286)
paragraph: Other BNP leaders including City Unit BNP Member Secretary Shahruzzaman Mortuza and General Secretary of District BNP Advocate Shafiqul Alam Mona also collected application forms. xyxy=(829,524,1018,587)
paragraph: Even victims of different crimes can be taken into custody under these broad spectrums. xyxy=(44,1633,224,1670)
paragraph: Media workers' associations peacefully demonstrated outside the main access to Rajapakse's Temple Trees residence while dozens of unarmed police stood behind yellow iron barricades. xyxy=(1231,1670,1434,1733)
paragraph: The project will also help build the capacity of NGOs, Disabled people's organisations, and government agencies that provide support to the disabled and their families, and advocates for greater disability awareness, inclusion, and empowerment. xyxy=(1027,1003,1222,1079)
paragraph: Studies by NGOs find children locked up with adults -- often criminals -- in police station cells as stations don't have separate cells for children. Though police are required by law to inform a probation officer and the parents or guardians within 24 hours of detention of a child, they often don't do so and mistake a child's age on records to avoid doing so. xyxy=(44,1857,224,1971)
paragraph: Meanwhile, hundreds of Sri Lankan reporters and cameramen staged a protest outside President Mahinda Rajapakse's home Wednesday demanding an end to a wave of killings, abductions and assaults against journalists. xyxy=(1231,1592,1434,1667)
paragraph: In his welcome address, BEI xyxy=(1241,803,1361,814)
headline: Gas, power xyxy=(426,150,550,180)
paragraph: The AL had earlier threatened to boycott the talks if the government did not release Hasina, who was finally set free for eight weeks on medical grounds on June 11. xyxy=(631,1056,819,1106)
kicker: FROM PAGE 16 xyxy=(1444,1494,1504,1504)
paragraph: "When the Children Act was enacted in 1974 it was a standard act. But now the act is not up to standards when compared to international and UN standards," Mohammed Aminul Islam, an Aparajeyo-Bangladesh child rights activist points out. xyxy=(233,1935,414,2010)
paragraph: Dhaka Metropolitan Police Commissioner Naim Ahmed however told The Daily Star that care is taken while using these laws. xyxy=(44,1673,224,1723)
paragraph: The bulletin said water level in the Brahmaputra, the Ganges and the South Eastern Hill basins marked a rise yesterday. xyxy=(1027,507,1222,545)
paragraph: Responding to a question, he said there is already visa exemption for people in a few categories for travelling the Saarc countries and the Saarc Secretariat is trying to increase the number of categories. xyxy=(1231,737,1434,800)
headline: Hospital staffs xyxy=(1027,1516,1184,1547)
paragraph: He said, "Promising things are in our hand. These are now at the stage of implementation." xyxy=(1231,250,1434,275)
paragraph: All prospective candidates from BNP will sit together before the July 13 deadline for withdrawal of candidacies, and will decide on one person who will stay in the race for mayor while everybody else will withdraw their candidacies, said Enamul Haque. xyxy=(631,317,819,392)
section-title: NEWS xyxy=(687,22,985,135)
paragraph: He also said that the police are asked not to arrest anyone before primary investigation even if his name is on the first investigation report (FIR) of a case. At present about 100 people are arrested each day compared to 400 to 500 before, he pointed out. xyxy=(44,1765,224,1854)
paragraph: Hassan did not receive any farewell from the Supreme Court Bar Association (SCBA) members who are earlier refrained from bidding farewell to immediate past Chief Justice Md Ruhul Amin on May 31 this year protesting some judgments delivered recently by the Appellate Division. xyxy=(1444,1693,1647,1782)
paragraph: bus and ramming other vehicles including one car which was turned into a mangled wreck. xyxy=(1444,1073,1647,1098)
kicker: FROM PAGE 16 xyxy=(1444,1060,1504,1069)
paragraph: Saarc food security reserve is a crucial issue in the wake of food shortage and price hike, Sobhan said, adding that the Saarc could learn from the experiences of the EU and the ASEAN. He also suggested strengthening the Saarc Secretariat to make more initiatives. xyxy=(1444,313,1647,388)
headline: Major party leaders xyxy=(631,145,959,191)
paragraph: "The rise in the prices of petroleum products in the international market is the reason behind the increase," he told The Daily Star yesterday. xyxy=(44,545,225,595)
paragraph: A Saarc Food Bank has already been established for food security of South Asian nations and four countries have already ratified it, one will ratify it soon and the rest are also expected to follow, he said, adding, "When ratification by all the countries is done, it will start functioning." xyxy=(1231,461,1434,550)
paragraph: doing such public works. xyxy=(1037,191,1142,202)
paragraph: At present the 57 jails of the country hold 380 children. xyxy=(233,1368,413,1393)
kicker: FROM PAGE 1 xyxy=(426,184,482,194)
headline: Low rights awareness xyxy=(44,1160,410,1206)
paragraph: The Children Act calls for special provisions such as specialised Juvenile Courts -- or requires courts to follow special juvenile court procedures -- when hearing cases involving alleged offenders under the age of 16. Accordingly, a court should sit in a different place and at a different time than ordinary cases and proceedings must be kept simple while trying juvenile cases. xyxy=(233,1395,413,1522)
headline: US envoy xyxy=(426,1359,534,1389)
paragraph: Soya bean was sold at Tk 116-120 per litre while super palm oil at Tk 108-112 and palm oil at Tk 103-108 at retail markets. xyxy=(44,243,225,293)
paragraph: In his keynote address, Sharma said the priorities in the last summit were energy, water, food and climate change and work on these areas progressed on their own ways. "Colombo summit will be a time for our leaders to pronounce these issues," he said. xyxy=(1231,383,1434,459)
